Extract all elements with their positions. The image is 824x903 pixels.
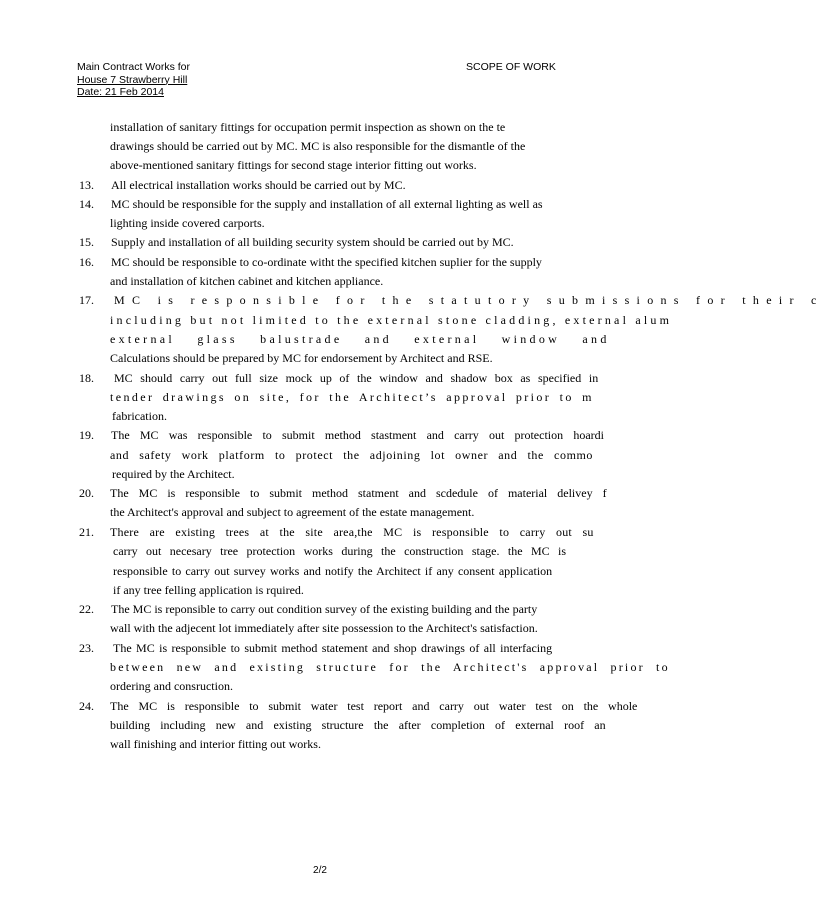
- header-date: Date: 21 Feb 2014: [77, 86, 164, 98]
- header-left: [77, 61, 190, 99]
- header-project-name: House 7 Strawberry Hill: [77, 73, 188, 86]
- document-page: Main Contract Works for House 7 Strawberry Hill Date: 21 Feb 2014 SCOPE OF WORK installation of sanitary fittings for occupation permit inspection as shown on the te drawings should be carried out by MC. MC is also responsible for the dismantle of the above-mentioned sanitary fittings for second stage interior fitting out works. 13. All electrical installation works should be carried out by MC. 14. MC should be responsible for the supply and installation of all external lighting as well as lighting inside covered carports. 15. Supply and installation of all building security system should be carried out by MC. 16. MC should be responsible to co-ordinate witht the specified kitchen suplier for the supply and installation of kitchen cabinet and kitchen appliance. 17. MC is responsible for the statutory submissions for their c including but not limited to the external stone cladding, external alum external glass balustrade and external window and Calculations should be prepared by MC for endorsement by Architect and RSE. 18. MC should carry out full size mock up of the window and shadow box as specified in tender drawings on site, for the Architect’s approval prior to m fabrication. 19. The MC was responsible to submit method stastment and carry out protection hoardi and safety work platform to protect the adjoining lot owner and the commo required by the Architect. 20. The MC is responsible to submit method statment and scdedule of material delivey f the Architect's approval and subject to agreement of the estate management. 21. There are existing trees at the site area,the MC is responsible to carry out su carry out necesary tree protection works during the construction stage. the MC is responsible to carry out survey works and notify the Architect if any consent application if any tree felling application is rquired. 22. The MC is reponsible to carry out condition survey of the existing building and the party wall with the adjecent lot immediately after site possession to the Architect's satisfaction. 23. The MC is responsible to submit method statement and shop drawings of all interfacing between new and existing structure for the Architect's approval prior to ordering and consruction. 24. The MC is responsible to submit water test report and carry out water test on the whole building including new and existing structure the after completion of external roof an wall finishing and interior fitting out works. 2/2: [0, 0, 638, 903]
- header-section-title: SCOPE OF WORK: [466, 61, 556, 73]
- page-number: 2/2: [313, 865, 327, 876]
- header-contract-title: Main Contract Works for: [77, 61, 191, 73]
